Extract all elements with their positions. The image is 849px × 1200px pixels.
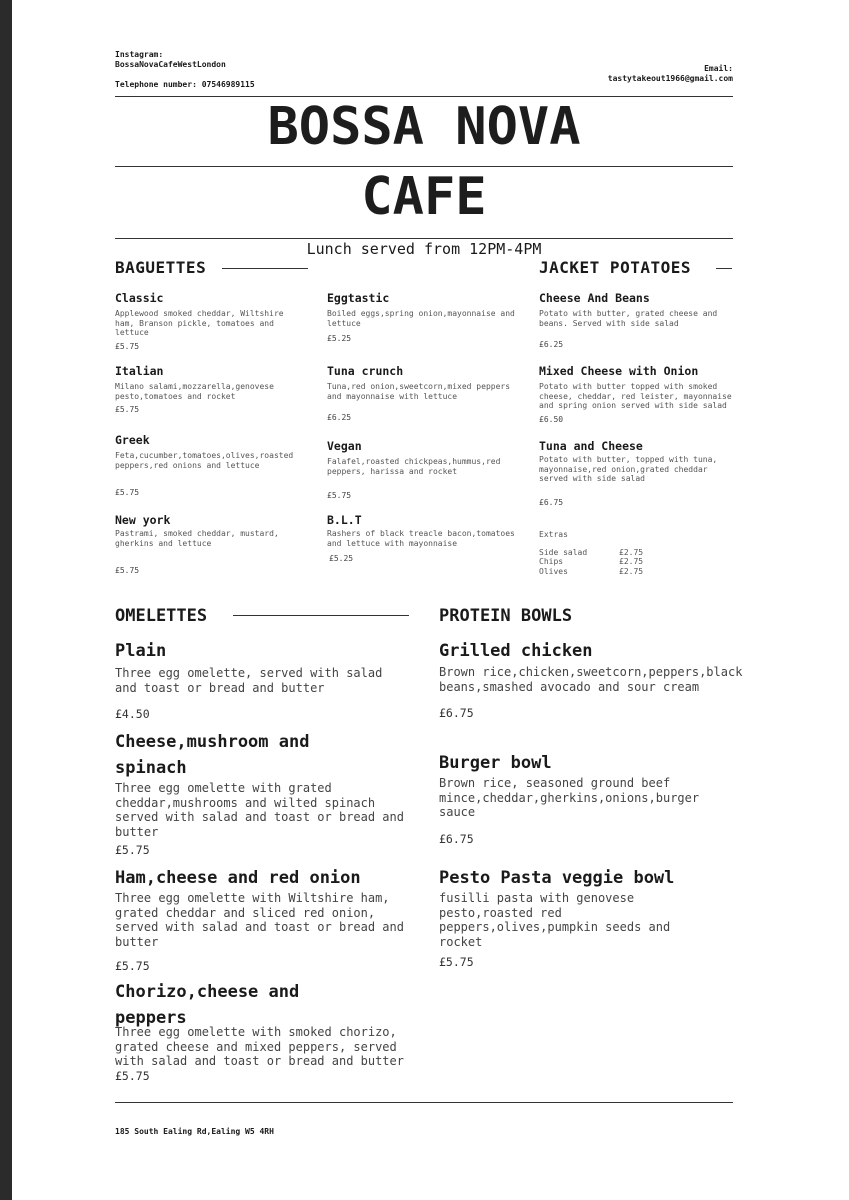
cafe-title-line2: CAFE xyxy=(361,167,487,227)
lunch-note: Lunch served from 12PM-4PM xyxy=(306,240,542,258)
item-desc: Three egg omelette with Wiltshire ham, grated cheddar and sliced red onion, served with salad and toast or bread and butter xyxy=(115,891,404,949)
item-price: £5.25 xyxy=(327,334,352,343)
item-desc: Boiled eggs,spring onion,mayonnaise and lettuce xyxy=(327,309,515,328)
item-desc: Tuna,red onion,sweetcorn,mixed peppers and mayonnaise with lettuce xyxy=(327,382,511,401)
instagram-label: Instagram: xyxy=(115,50,164,59)
item-price: £6.25 xyxy=(539,340,564,349)
protein-bowl-item xyxy=(439,865,739,969)
item-price: £5.25 xyxy=(329,554,354,563)
baguette-item xyxy=(115,433,305,497)
extra-name: Olives xyxy=(539,566,568,576)
jacket-title-line xyxy=(716,268,732,269)
item-desc: Three egg omelette with grated cheddar,mushrooms and wilted spinach served with salad and toast or bread and butter xyxy=(115,781,404,839)
baguette-item xyxy=(115,364,305,414)
item-price: £5.75 xyxy=(115,405,140,414)
item-name: B.L.T xyxy=(327,513,362,527)
item-desc: fusilli pasta with genovese pesto,roasted red peppers,olives,pumpkin seeds and rocket xyxy=(439,891,671,949)
telephone: Telephone number: 07546989115 xyxy=(115,80,255,89)
item-price: £5.75 xyxy=(115,843,150,858)
item-price: £6.75 xyxy=(539,497,564,507)
omelettes-title: OMELETTES xyxy=(115,606,208,626)
item-name: Eggtastic xyxy=(327,291,390,305)
title-bottom-divider xyxy=(115,238,733,239)
footer-divider xyxy=(115,1102,733,1103)
omelettes-title-line xyxy=(233,615,409,616)
item-name: Pesto Pasta veggie bowl xyxy=(439,868,675,888)
item-name: Cheese,mushroom and spinach xyxy=(115,732,310,778)
item-name: Vegan xyxy=(327,439,362,453)
baguette-item xyxy=(115,513,305,575)
item-name: Plain xyxy=(115,641,167,661)
extra-price: £2.75 xyxy=(619,547,644,557)
item-desc: Brown rice, seasoned ground beef mince,cheddar,gherkins,onions,burger sauce xyxy=(439,776,700,820)
jacket-potatoes-title: JACKET POTATOES xyxy=(539,258,691,277)
item-price: £5.75 xyxy=(115,488,140,497)
email-address: tastytakeout1966@gmail.com xyxy=(607,74,733,83)
jacket-item xyxy=(539,291,733,349)
protein-bowl-item xyxy=(439,638,759,720)
item-price: £5.75 xyxy=(115,1068,150,1083)
item-price: £5.75 xyxy=(115,959,150,974)
item-price: £6.75 xyxy=(439,831,474,846)
item-name: New york xyxy=(115,513,171,527)
item-desc: Three egg omelette, served with salad and toast or bread and butter xyxy=(115,666,383,695)
item-desc: Rashers of black treacle bacon,tomatoes and lettuce with mayonnaise xyxy=(327,529,515,548)
item-name: Grilled chicken xyxy=(439,641,593,661)
item-name: Tuna crunch xyxy=(327,364,404,378)
omelette-item xyxy=(115,979,411,1083)
baguette-item xyxy=(327,439,525,500)
item-desc: Brown rice,chicken,sweetcorn,peppers,black beans,smashed avocado and sour cream xyxy=(439,665,743,694)
item-desc: Pastrami, smoked cheddar, mustard, gherkins and lettuce xyxy=(115,529,279,548)
item-desc: Potato with butter, grated cheese and beans. Served with side salad xyxy=(539,309,718,328)
extra-price: £2.75 xyxy=(619,566,644,576)
item-price: £5.75 xyxy=(115,566,140,575)
item-name: Mixed Cheese with Onion xyxy=(539,364,699,378)
baguette-item xyxy=(327,364,525,422)
cafe-title-line1: BOSSA NOVA xyxy=(267,97,581,157)
item-price: £5.75 xyxy=(439,955,474,970)
extra-price: £2.75 xyxy=(619,557,644,567)
item-price: £5.75 xyxy=(327,491,352,500)
baguette-item xyxy=(327,513,525,563)
jacket-item xyxy=(539,439,733,507)
email-info xyxy=(608,64,733,84)
item-name: Burger bowl xyxy=(439,753,552,773)
item-name: Italian xyxy=(115,364,164,378)
item-price: £6.75 xyxy=(439,706,474,721)
extras-title: Extras xyxy=(539,530,568,539)
item-name: Classic xyxy=(115,291,164,305)
footer-address: 185 South Ealing Rd,Ealing W5 4RH xyxy=(115,1127,274,1136)
extra-name: Side salad xyxy=(539,547,588,557)
item-price: £4.50 xyxy=(115,707,150,722)
protein-bowls-title: PROTEIN BOWLS xyxy=(439,606,573,626)
item-desc: Feta,cucumber,tomatoes,olives,roasted peppers,red onions and lettuce xyxy=(115,451,294,470)
extra-name: Chips xyxy=(539,557,564,567)
baguettes-title: BAGUETTES xyxy=(115,258,207,277)
item-desc: Potato with butter topped with smoked cheese, cheddar, red leister, mayonnaise and spring onion served with side salad xyxy=(539,382,732,410)
item-desc: Applewood smoked cheddar, Wiltshire ham, Branson pickle, tomatoes and lettuce xyxy=(115,309,284,337)
omelette-item xyxy=(115,638,411,721)
item-desc: Falafel,roasted chickpeas,hummus,red peppers, harissa and rocket xyxy=(327,457,501,476)
item-price: £6.25 xyxy=(327,413,352,422)
extras-list xyxy=(539,548,659,577)
item-desc: Milano salami,mozzarella,genovese pesto,tomatoes and rocket xyxy=(115,382,274,401)
left-edge-bar xyxy=(0,0,12,1200)
instagram-handle: BossaNovaCafeWestLondon xyxy=(115,60,226,69)
baguette-item xyxy=(115,291,305,351)
item-name: Tuna and Cheese xyxy=(539,439,643,453)
protein-bowl-item xyxy=(439,750,729,846)
item-name: Chorizo,cheese and peppers xyxy=(115,982,300,1028)
jacket-item xyxy=(539,364,733,424)
omelette-item xyxy=(115,865,411,973)
baguette-item xyxy=(327,291,525,343)
item-price: £5.75 xyxy=(115,341,140,351)
item-name: Cheese And Beans xyxy=(539,291,650,305)
item-desc: Three egg omelette with smoked chorizo, grated cheese and mixed peppers, served with salad and toast or bread and butter xyxy=(115,1025,404,1069)
instagram-info xyxy=(115,50,226,70)
extras-section xyxy=(539,530,659,576)
item-name: Greek xyxy=(115,433,150,447)
item-price: £6.50 xyxy=(539,414,564,424)
email-label: Email: xyxy=(704,64,733,73)
item-desc: Potato with butter, topped with tuna, mayonnaise,red onion,grated cheddar served with side salad xyxy=(539,455,718,483)
baguettes-title-line xyxy=(222,268,308,269)
item-name: Ham,cheese and red onion xyxy=(115,868,361,888)
omelette-item xyxy=(115,729,411,857)
